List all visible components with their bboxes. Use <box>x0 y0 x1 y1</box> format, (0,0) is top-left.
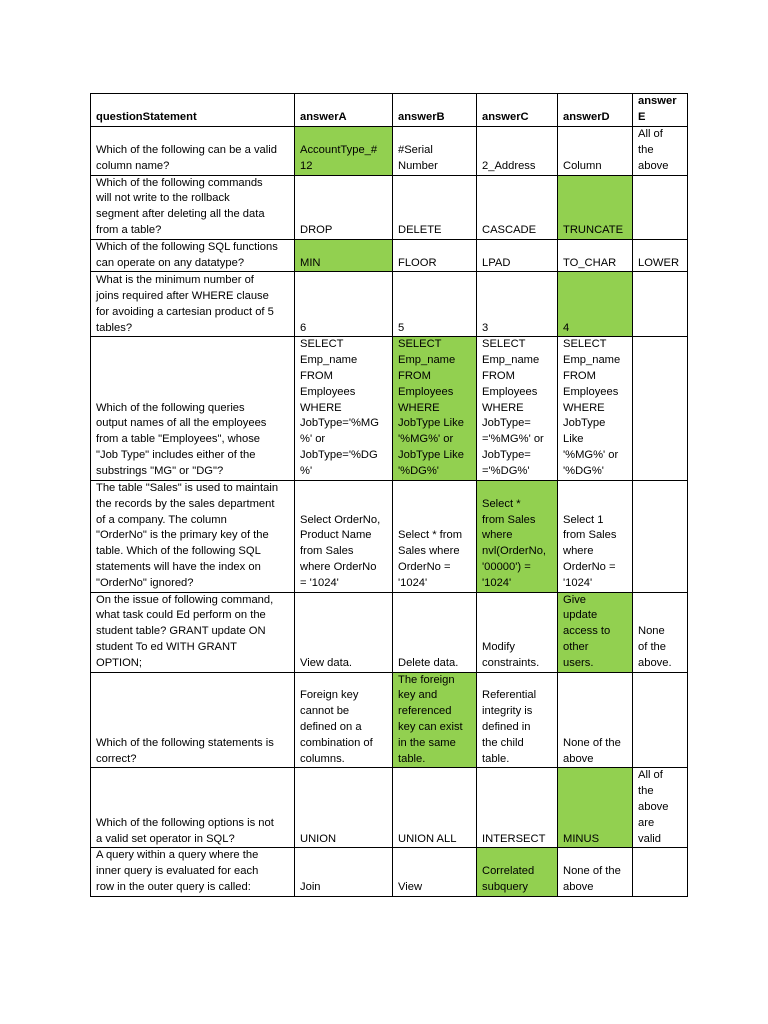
answer-a-cell: View data. <box>295 592 393 672</box>
answer-e-cell <box>633 272 688 337</box>
answer-d-cell: SELECT Emp_name FROM Employees WHERE JobType Like '%MG%' or '%DG%' <box>558 337 633 480</box>
header-answer-b: answerB <box>393 94 477 127</box>
header-question-statement: questionStatement <box>91 94 295 127</box>
question-cell: Which of the following SQL functions can operate on any datatype? <box>91 239 295 272</box>
answer-e-cell <box>633 480 688 592</box>
table-row <box>91 239 688 272</box>
question-cell: Which of the following statements is correct? <box>91 672 295 768</box>
answer-c-cell: SELECT Emp_name FROM Employees WHERE JobType= ='%MG%' or JobType= ='%DG%' <box>477 337 558 480</box>
answer-c-cell: 2_Address <box>477 126 558 175</box>
answer-c-cell: Referential integrity is defined in the child table. <box>477 672 558 768</box>
answer-d-cell: None of the above <box>558 672 633 768</box>
question-cell: On the issue of following command, what task could Ed perform on the student table? GRANT update ON student To ed WITH GRANT OPTION; <box>91 592 295 672</box>
answer-e-cell: None of the above. <box>633 592 688 672</box>
answer-d-cell: Give update access to other users. <box>558 592 633 672</box>
answer-c-cell: Modify constraints. <box>477 592 558 672</box>
answer-b-cell: DELETE <box>393 175 477 239</box>
answer-d-cell: TO_CHAR <box>558 239 633 272</box>
question-cell: Which of the following can be a valid column name? <box>91 126 295 175</box>
header-answer-d: answerD <box>558 94 633 127</box>
answer-a-cell: MIN <box>295 239 393 272</box>
table-row <box>91 768 688 848</box>
answer-d-cell: 4 <box>558 272 633 337</box>
answer-e-cell <box>633 672 688 768</box>
table-row <box>91 337 688 480</box>
answer-e-cell <box>633 175 688 239</box>
answer-b-cell: Delete data. <box>393 592 477 672</box>
answer-a-cell: SELECT Emp_name FROM Employees WHERE JobType='%MG %' or JobType='%DG %' <box>295 337 393 480</box>
answer-d-cell: Select 1 from Sales where OrderNo = '1024' <box>558 480 633 592</box>
table-row <box>91 480 688 592</box>
answer-a-cell: DROP <box>295 175 393 239</box>
questions-table <box>90 93 688 897</box>
answer-d-cell: MINUS <box>558 768 633 848</box>
answer-a-cell: Foreign key cannot be defined on a combination of columns. <box>295 672 393 768</box>
table-row <box>91 272 688 337</box>
question-cell: The table "Sales" is used to maintain the records by the sales department of a company. The column "OrderNo" is the primary key of the table. Which of the following SQL statements will have the index on "OrderNo" ignored? <box>91 480 295 592</box>
answer-b-cell: UNION ALL <box>393 768 477 848</box>
header-answer-e: answer E <box>633 94 688 127</box>
question-cell: Which of the following queries output names of all the employees from a table "Employees", whose "Job Type" includes either of the substrings "MG" or "DG"? <box>91 337 295 480</box>
answer-b-cell: #Serial Number <box>393 126 477 175</box>
answer-c-cell: CASCADE <box>477 175 558 239</box>
table-row <box>91 848 688 896</box>
answer-c-cell: LPAD <box>477 239 558 272</box>
question-cell: A query within a query where the inner query is evaluated for each row in the outer query is called: <box>91 848 295 896</box>
answer-c-cell: Correlated subquery <box>477 848 558 896</box>
answer-a-cell: 6 <box>295 272 393 337</box>
answer-b-cell: View <box>393 848 477 896</box>
answer-e-cell: All of the above are valid <box>633 768 688 848</box>
question-cell: What is the minimum number of joins required after WHERE clause for avoiding a cartesian product of 5 tables? <box>91 272 295 337</box>
answer-e-cell: LOWER <box>633 239 688 272</box>
answer-a-cell: Select OrderNo, Product Name from Sales where OrderNo = '1024' <box>295 480 393 592</box>
answer-b-cell: Select * from Sales where OrderNo = '1024' <box>393 480 477 592</box>
header-answer-c: answerC <box>477 94 558 127</box>
answer-c-cell: INTERSECT <box>477 768 558 848</box>
answer-d-cell: TRUNCATE <box>558 175 633 239</box>
table-row <box>91 175 688 239</box>
table-row <box>91 592 688 672</box>
answer-b-cell: 5 <box>393 272 477 337</box>
question-cell: Which of the following options is not a valid set operator in SQL? <box>91 768 295 848</box>
answer-c-cell: Select * from Sales where nvl(OrderNo, '00000') = '1024' <box>477 480 558 592</box>
answer-b-cell: The foreign key and referenced key can exist in the same table. <box>393 672 477 768</box>
table-row <box>91 126 688 175</box>
answer-b-cell: SELECT Emp_name FROM Employees WHERE JobType Like '%MG%' or JobType Like '%DG%' <box>393 337 477 480</box>
answer-c-cell: 3 <box>477 272 558 337</box>
answer-d-cell: Column <box>558 126 633 175</box>
answer-e-cell <box>633 848 688 896</box>
answer-a-cell: UNION <box>295 768 393 848</box>
table-row <box>91 672 688 768</box>
answer-d-cell: None of the above <box>558 848 633 896</box>
header-row <box>91 94 688 127</box>
answer-b-cell: FLOOR <box>393 239 477 272</box>
question-cell: Which of the following commands will not write to the rollback segment after deleting all the data from a table? <box>91 175 295 239</box>
header-answer-a: answerA <box>295 94 393 127</box>
answer-a-cell: Join <box>295 848 393 896</box>
answer-e-cell <box>633 337 688 480</box>
answer-e-cell: All of the above <box>633 126 688 175</box>
answer-a-cell: AccountType_# 12 <box>295 126 393 175</box>
